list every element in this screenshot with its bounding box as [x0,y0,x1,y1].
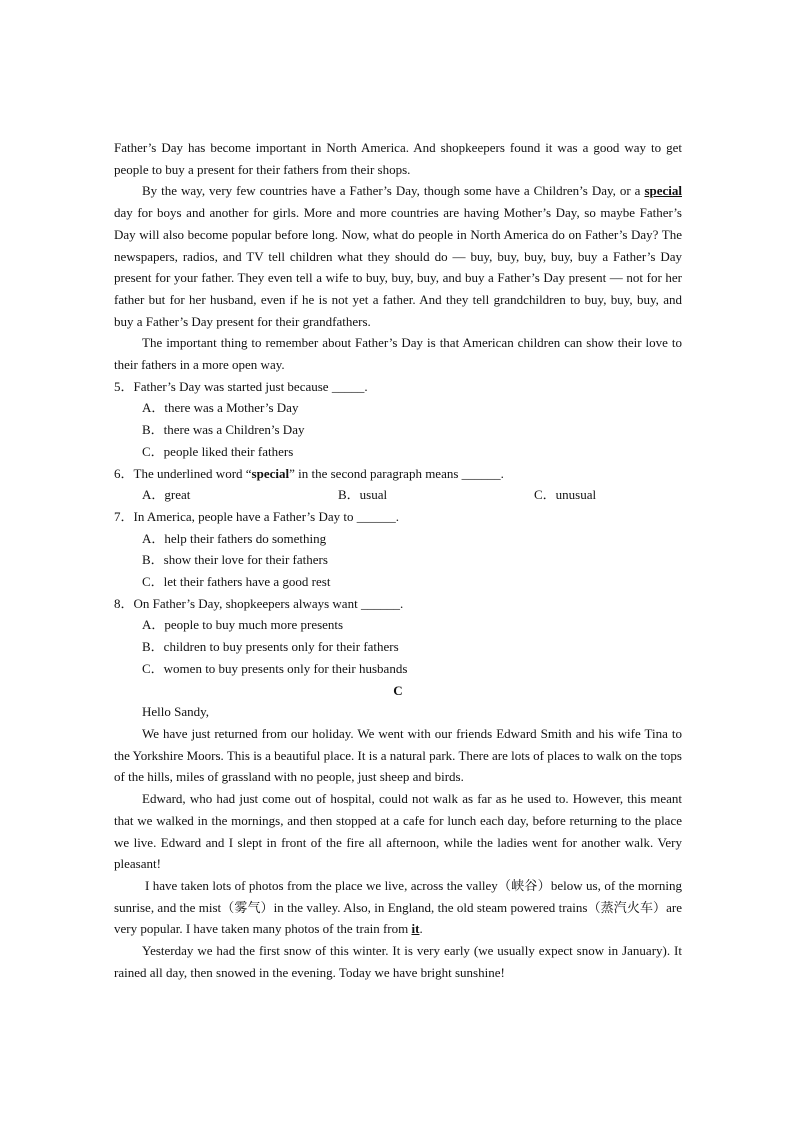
letter-greeting: Hello Sandy, [142,704,210,720]
question-5-stem: 5．Father’s Day was started just because _____. [114,378,368,394]
document-content [114,137,682,983]
passage-c-paragraph-3 [114,875,682,940]
section-title-c: C [393,682,403,698]
question-6-option-c: C．unusual [534,487,597,503]
question-5-option-b: B．there was a Children’s Day [142,422,305,438]
question-8 [114,593,682,680]
q6-stem-before: 6．The underlined word “ [114,465,252,481]
question-5 [114,376,682,463]
question-7-option-a: A．help their fathers do something [142,530,327,546]
passage-b-paragraph-2 [114,180,682,332]
underlined-word-it: it [411,921,420,937]
question-5-option-a: A．there was a Mother’s Day [142,400,299,416]
passage-c-paragraph-4: Yesterday we had the first snow of this winter. It is very early (we usually expect snow in January). It rained all day, then snowed in the evening. Today we have bright sunshine! [114,943,682,980]
q6-stem-after: ” in the second paragraph means ______. [289,465,504,481]
passage-c-paragraph-1: We have just returned from our holiday. We went with our friends Edward Smith and his wife Tina to the Yorkshire Moors. This is a beautiful place. It is a natural park. There are lots of places to walk on the tops of the hills, miles of grassland with no people, just sheep and birds. [114,725,682,785]
passage-b-paragraph-1: Father’s Day has become important in North America. And shopkeepers found it was a good way to get people to buy a present for their fathers from their shops. [114,140,682,177]
question-7 [114,506,682,593]
p3-text-after: . [419,921,423,937]
question-7-option-b: B．show their love for their fathers [142,552,328,568]
question-8-option-c: C．women to buy presents only for their husbands [142,660,408,676]
question-6 [114,463,682,506]
p2-text-after: day for boys and another for girls. More and more countries are having Mother’s Day, so maybe Father’s Day will also become popular before long. Now, what do people in North America do on Father’s Day? The newspapers, radios, and TV tell children what they should do — buy, buy, buy, buy, buy a Father’s Day present for your father. They even tell a wife to buy, buy, buy, and buy a Father’s Day present — not for her father but for her husband, even if he is not yet a father. And they tell grandchildren to buy, buy, buy, and buy a Father’s Day present for their grandfathers. [114,205,682,329]
question-6-stem [114,463,682,485]
passage-c-paragraph-2: Edward, who had just come out of hospital, could not walk as far as he used to. However, this meant that we walked in the mornings, and then stopped at a cafe for lunch each day, before returning to the place we live. Edward and I slept in front of the fire all afternoon, while the ladies went for another walk. Very pleasant! [114,791,682,872]
underlined-word-special: special [644,183,682,199]
question-5-option-c: C．people liked their fathers [142,443,294,459]
question-7-stem: 7．In America, people have a Father’s Day to ______. [114,508,399,524]
question-6-option-a: A．great [142,487,191,503]
p3-text-before: I have taken lots of photos from the place we live, across the valley（峡谷）below us, of the morning sunrise, and the mist（雾气）in the valley. Also, in England, the old steam powered trains（蒸汽火车）are very popular. I have taken many photos of the train from [114,877,682,937]
question-8-option-a: A．people to buy much more presents [142,617,344,633]
passage-b-paragraph-3: The important thing to remember about Father’s Day is that American children can show their love to their fathers in a more open way. [114,335,682,373]
question-8-option-b: B．children to buy presents only for their fathers [142,639,399,655]
p2-text-before: By the way, very few countries have a Father’s Day, though some have a Children’s Day, or a [142,183,645,199]
question-7-option-c: C．let their fathers have a good rest [142,574,331,590]
question-6-option-b: B．usual [338,487,388,503]
question-6-options [114,484,682,506]
question-8-stem: 8．On Father’s Day, shopkeepers always want ______. [114,595,404,611]
q6-stem-word: special [251,465,290,481]
